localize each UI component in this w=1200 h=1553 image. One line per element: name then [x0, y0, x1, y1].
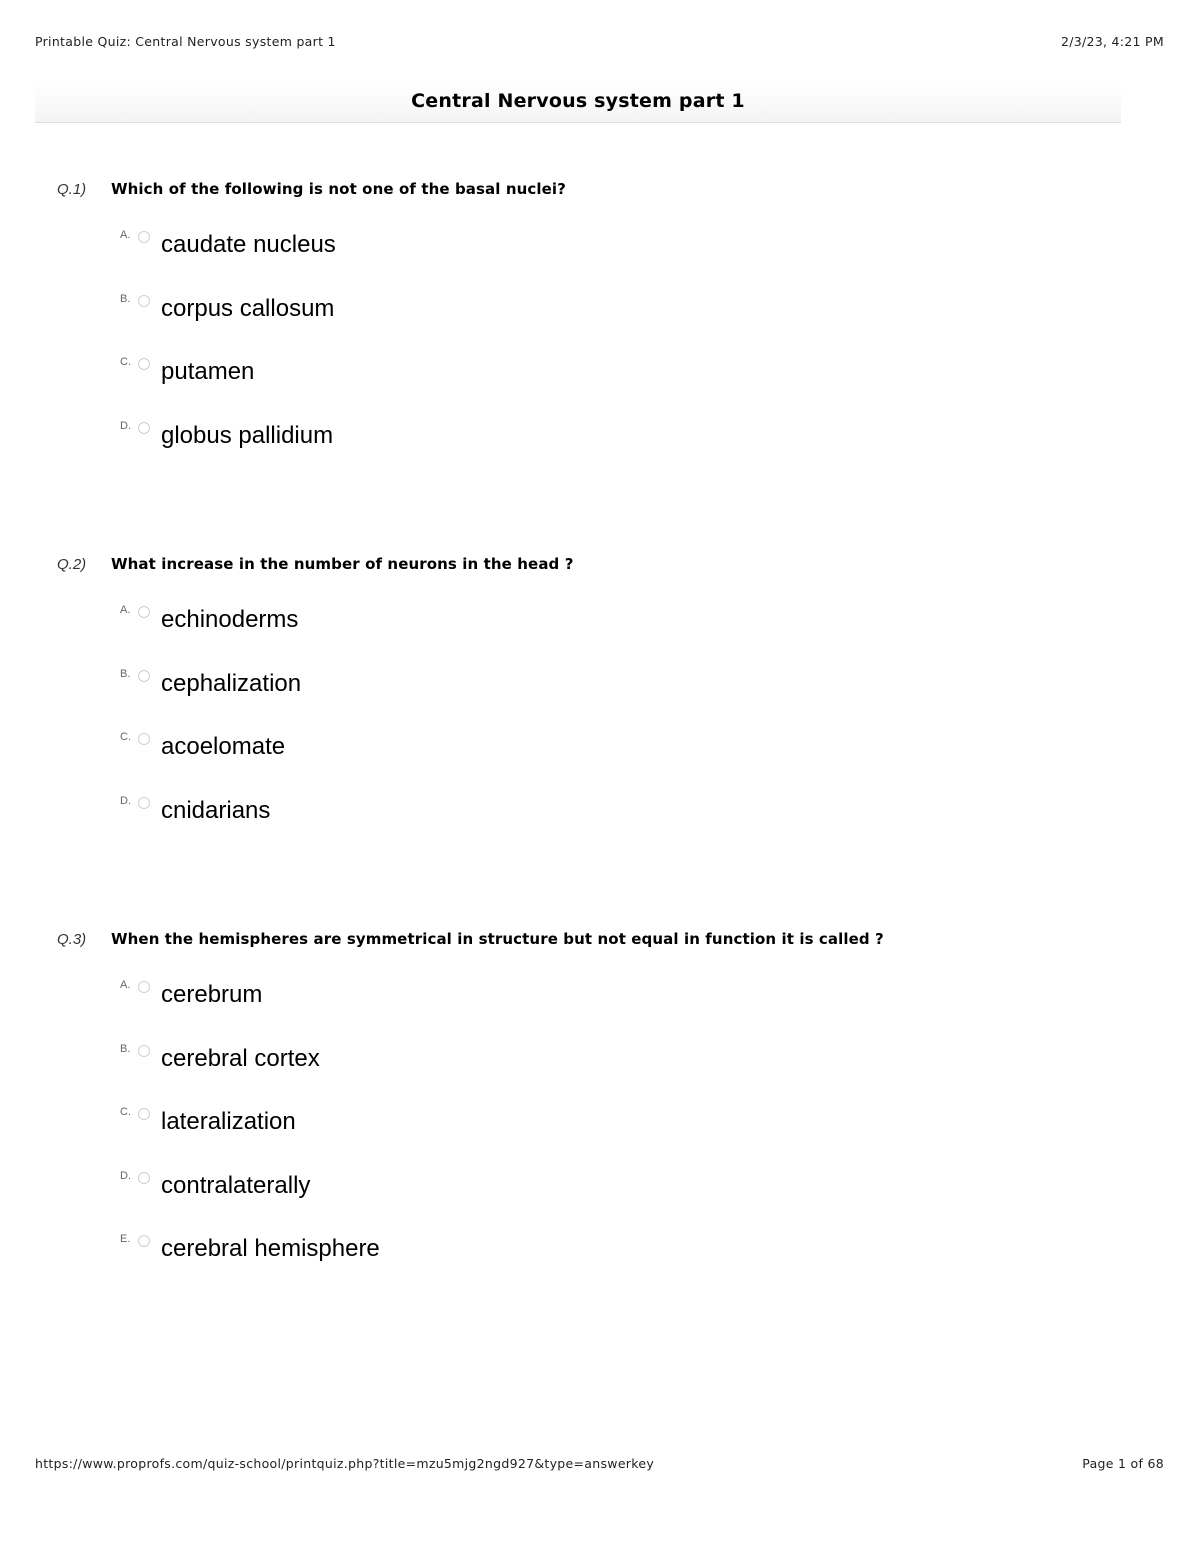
radio-button[interactable]	[138, 231, 150, 243]
print-footer	[35, 1456, 1164, 1474]
option-text: cnidarians	[161, 796, 271, 824]
option-list	[0, 224, 1200, 478]
radio-button[interactable]	[138, 1045, 150, 1057]
question-header	[0, 928, 1200, 952]
option-text: cerebral hemisphere	[161, 1235, 380, 1262]
option-text: globus pallidium	[161, 421, 334, 449]
option-e[interactable]	[0, 1228, 1200, 1292]
option-text: putamen	[161, 358, 255, 385]
option-d[interactable]	[0, 415, 1200, 479]
print-header-title: Printable Quiz: Central Nervous system part 1	[35, 34, 336, 49]
radio-button[interactable]	[138, 981, 150, 993]
option-c[interactable]	[0, 726, 1200, 790]
page-number: Page 1 of 68	[1082, 1456, 1164, 1471]
option-a[interactable]	[0, 599, 1200, 663]
option-text: contralaterally	[161, 1171, 311, 1199]
question-spacer	[0, 853, 1200, 928]
question-number: Q.2)	[57, 556, 87, 573]
option-letter: D.	[120, 1169, 131, 1182]
option-a[interactable]	[0, 224, 1200, 288]
question-text: When the hemispheres are symmetrical in structure but not equal in function it is called ?	[111, 930, 884, 948]
option-text: echinoderms	[161, 606, 299, 633]
print-header	[35, 34, 1164, 52]
question-3	[0, 928, 1200, 1292]
question-header	[0, 178, 1200, 202]
option-list	[0, 599, 1200, 853]
option-text: cerebrum	[161, 981, 263, 1008]
question-number: Q.1)	[57, 181, 87, 198]
quiz-title: Central Nervous system part 1	[411, 90, 745, 112]
option-a[interactable]	[0, 974, 1200, 1038]
radio-button[interactable]	[138, 670, 150, 682]
option-d[interactable]	[0, 790, 1200, 854]
question-number: Q.3)	[57, 931, 87, 948]
option-letter: D.	[120, 794, 131, 807]
question-2	[0, 553, 1200, 853]
question-spacer	[0, 478, 1200, 553]
option-letter: A.	[120, 229, 131, 241]
question-text: Which of the following is not one of the basal nuclei?	[111, 180, 566, 198]
option-letter: C.	[120, 1106, 131, 1118]
option-text: caudate nucleus	[161, 231, 336, 258]
option-letter: B.	[120, 1042, 131, 1055]
question-text: What increase in the number of neurons in the head ?	[111, 555, 574, 573]
option-d[interactable]	[0, 1165, 1200, 1229]
option-letter: C.	[120, 356, 131, 368]
radio-button[interactable]	[138, 797, 150, 809]
option-text: acoelomate	[161, 733, 286, 760]
option-c[interactable]	[0, 351, 1200, 415]
option-letter: B.	[120, 667, 131, 680]
radio-button[interactable]	[138, 1235, 150, 1247]
question-1	[0, 178, 1200, 478]
quiz-title-bar	[35, 82, 1121, 123]
option-text: corpus callosum	[161, 294, 335, 322]
option-letter: B.	[120, 292, 131, 305]
radio-button[interactable]	[138, 295, 150, 307]
option-b[interactable]	[0, 663, 1200, 727]
radio-button[interactable]	[138, 733, 150, 745]
question-header	[0, 553, 1200, 577]
radio-button[interactable]	[138, 422, 150, 434]
page-url: https://www.proprofs.com/quiz-school/printquiz.php?title=mzu5mjg2ngd927&type=answerkey	[35, 1456, 655, 1471]
option-text: cerebral cortex	[161, 1044, 320, 1072]
radio-button[interactable]	[138, 606, 150, 618]
radio-button[interactable]	[138, 358, 150, 370]
option-c[interactable]	[0, 1101, 1200, 1165]
print-header-timestamp: 2/3/23, 4:21 PM	[1060, 34, 1164, 49]
option-letter: D.	[120, 419, 131, 432]
option-letter: A.	[120, 604, 131, 616]
question-list	[0, 178, 1200, 1292]
option-letter: A.	[120, 979, 131, 991]
option-text: cephalization	[161, 669, 302, 697]
option-b[interactable]	[0, 1038, 1200, 1102]
option-letter: E.	[120, 1233, 131, 1245]
radio-button[interactable]	[138, 1172, 150, 1184]
option-text: lateralization	[161, 1108, 296, 1135]
radio-button[interactable]	[138, 1108, 150, 1120]
option-b[interactable]	[0, 288, 1200, 352]
option-list	[0, 974, 1200, 1292]
option-letter: C.	[120, 731, 131, 743]
